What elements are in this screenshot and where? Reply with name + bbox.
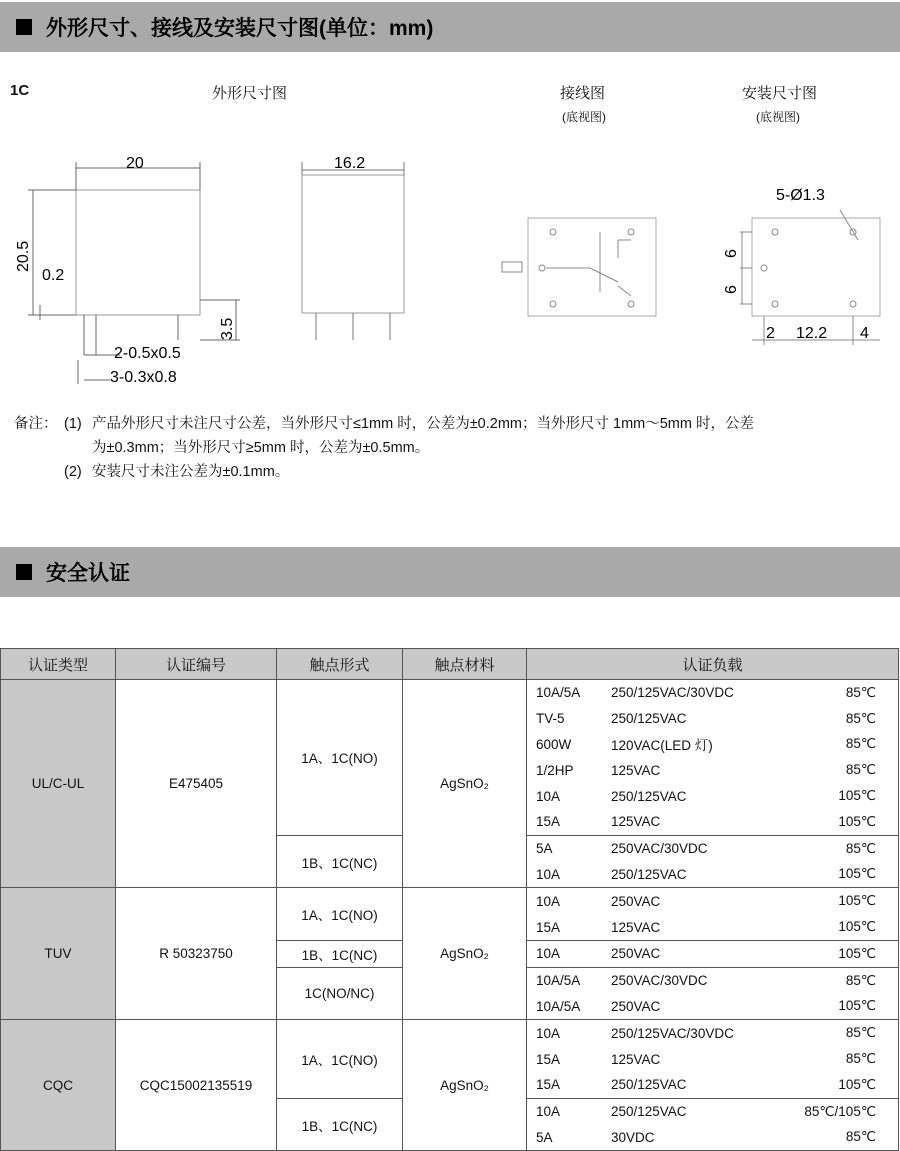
load-voltage: 250VAC (611, 893, 661, 909)
load-temp: 85℃ (845, 1025, 876, 1041)
contact-form: 1B、1C(NC) (277, 1098, 403, 1151)
col-header: 触点材料 (403, 649, 527, 680)
load-row (527, 1099, 898, 1125)
load-current: 1/2HP (536, 762, 574, 778)
contact-form: 1B、1C(NC) (277, 940, 403, 967)
load-row (527, 732, 898, 758)
contact-form: 1C(NO/NC) (277, 967, 403, 1020)
wiring-diagram (502, 218, 656, 316)
note-number: (1) (64, 416, 82, 432)
dim-pin-length: 3.5 (219, 317, 236, 340)
load-row (527, 1020, 898, 1046)
cert-type: CQC (1, 1020, 116, 1151)
load-current: 5A (536, 841, 553, 857)
load-row (527, 706, 898, 732)
load-voltage: 120VAC(LED 灯) (611, 738, 713, 754)
cert-load-cell (527, 940, 899, 967)
cert-number: CQC15002135519 (116, 1020, 277, 1151)
wiring-subtitle: (底视图) (562, 110, 606, 124)
load-current: 10A (536, 788, 561, 804)
load-row (527, 914, 898, 940)
dim-m1: 2 (766, 325, 775, 342)
load-voltage: 250VAC/30VDC (611, 841, 708, 857)
contact-form: 1A、1C(NO) (277, 680, 403, 836)
load-current: 15A (536, 814, 561, 830)
load-current: 10A/5A (536, 685, 581, 701)
cert-number: E475405 (116, 680, 277, 888)
load-voltage: 125VAC (611, 919, 661, 935)
contact-material: AgSnO₂ (403, 1020, 527, 1151)
dim-depth: 16.2 (334, 155, 366, 172)
load-current: 10A (536, 866, 561, 882)
contact-form: 1B、1C(NC) (277, 835, 403, 888)
load-current: 10A (536, 946, 561, 962)
col-header: 认证负载 (527, 649, 899, 680)
load-current: 10A (536, 1104, 561, 1120)
load-temp: 105℃ (838, 919, 876, 935)
load-current: 5A (536, 1129, 553, 1145)
cert-load-cell (527, 1098, 899, 1151)
note-text: 为±0.3mm；当外形尺寸≥5mm 时，公差为±0.5mm。 (92, 440, 430, 456)
load-voltage: 250/125VAC (611, 788, 687, 804)
contact-material: AgSnO₂ (403, 888, 527, 1020)
load-voltage: 250/125VAC (611, 1104, 687, 1120)
dim-pins-b: 3-0.3x0.8 (110, 369, 177, 386)
load-temp: 85℃ (845, 762, 876, 778)
load-row (527, 862, 898, 888)
load-row (527, 1046, 898, 1072)
cert-load-cell (527, 1020, 899, 1098)
cert-type: UL/C-UL (1, 680, 116, 888)
notes (14, 412, 900, 484)
table-row (1, 888, 899, 941)
section-title: 外形尺寸、接线及安装尺寸图(单位：mm) (46, 17, 434, 40)
load-current: 15A (536, 1051, 561, 1067)
load-current: 600W (536, 736, 572, 752)
cert-load-cell (527, 680, 899, 836)
load-temp: 85℃ (845, 710, 876, 726)
load-voltage: 250/125VAC/30VDC (611, 685, 734, 701)
load-temp: 105℃ (838, 945, 876, 961)
load-temp: 85℃ (845, 684, 876, 700)
load-row (527, 809, 898, 835)
cert-number: R 50323750 (116, 888, 277, 1020)
load-row (527, 888, 898, 914)
load-temp: 105℃ (838, 866, 876, 882)
load-row (527, 680, 898, 706)
load-temp: 85℃ (845, 736, 876, 752)
dim-m2: 12.2 (796, 325, 828, 342)
dim-m3: 4 (860, 325, 869, 342)
note-text: 产品外形尺寸未注尺寸公差，当外形尺寸≤1mm 时，公差为±0.2mm；当外形尺寸 1mm～5mm 时，公差 (92, 416, 754, 432)
cert-load-cell (527, 967, 899, 1020)
load-row (527, 1125, 898, 1151)
section-title: 安全认证 (46, 562, 130, 585)
dim-hole: 5-Ø1.3 (776, 187, 825, 204)
cert-load-cell (527, 835, 899, 888)
load-voltage: 250/125VAC (611, 711, 687, 727)
model-label: 1C (10, 82, 30, 99)
load-temp: 105℃ (838, 813, 876, 829)
col-header: 认证编号 (116, 649, 277, 680)
load-current: 15A (536, 919, 561, 935)
load-temp: 105℃ (838, 998, 876, 1014)
contact-form: 1A、1C(NO) (277, 888, 403, 941)
col-header: 认证类型 (1, 649, 116, 680)
mount-title: 安装尺寸图 (742, 85, 818, 102)
dim-pitch-v2: 6 (723, 285, 740, 294)
load-temp: 85℃ (845, 1051, 876, 1067)
table-header-row (1, 649, 899, 680)
load-row (527, 994, 898, 1020)
load-current: 10A (536, 1025, 561, 1041)
wiring-title: 接线图 (560, 85, 606, 102)
note-number: (2) (64, 464, 82, 480)
load-temp: 105℃ (838, 1076, 876, 1092)
load-voltage: 250VAC (611, 946, 661, 962)
dim-pins-a: 2-0.5x0.5 (114, 345, 181, 362)
load-voltage: 250/125VAC/30VDC (611, 1025, 734, 1041)
dim-width: 20 (126, 155, 144, 172)
load-voltage: 250VAC/30VDC (611, 973, 708, 989)
note-text: 安装尺寸未注公差为±0.1mm。 (92, 464, 290, 480)
table-row (1, 1020, 899, 1098)
load-current: 10A/5A (536, 998, 581, 1014)
load-row (527, 968, 898, 994)
cert-type: TUV (1, 888, 116, 1020)
dimension-drawings (0, 0, 900, 400)
load-row (527, 1072, 898, 1098)
contact-material: AgSnO₂ (403, 680, 527, 888)
cert-load-cell (527, 888, 899, 941)
load-voltage: 125VAC (611, 762, 661, 778)
load-temp: 85℃/105℃ (804, 1103, 876, 1119)
contact-form: 1A、1C(NO) (277, 1020, 403, 1098)
side-view (302, 162, 404, 340)
load-current: 10A (536, 893, 561, 909)
load-temp: 85℃ (845, 972, 876, 988)
load-current: 10A/5A (536, 973, 581, 989)
load-row (527, 757, 898, 783)
table-row (1, 680, 899, 836)
load-voltage: 250/125VAC (611, 866, 687, 882)
mount-subtitle: (底视图) (756, 110, 800, 124)
load-current: 15A (536, 1077, 561, 1093)
load-temp: 85℃ (845, 840, 876, 856)
section-bullet-icon (16, 564, 32, 580)
load-voltage: 250VAC (611, 998, 661, 1014)
load-row (527, 836, 898, 862)
load-row (527, 783, 898, 809)
load-voltage: 250/125VAC (611, 1077, 687, 1093)
load-row (527, 941, 898, 967)
certification-table (0, 648, 899, 1151)
load-voltage: 30VDC (611, 1129, 655, 1145)
col-header: 触点形式 (277, 649, 403, 680)
load-voltage: 125VAC (611, 1051, 661, 1067)
notes-label: 备注： (14, 416, 58, 432)
load-voltage: 125VAC (611, 814, 661, 830)
load-temp: 105℃ (838, 788, 876, 804)
dim-pitch-v1: 6 (723, 249, 740, 258)
section-header-certification (0, 547, 900, 597)
dim-height: 20.5 (15, 240, 32, 272)
dim-gap: 0.2 (42, 267, 65, 284)
outline-title: 外形尺寸图 (212, 85, 288, 102)
load-temp: 105℃ (838, 893, 876, 909)
load-current: TV-5 (536, 711, 565, 727)
load-temp: 85℃ (845, 1129, 876, 1145)
